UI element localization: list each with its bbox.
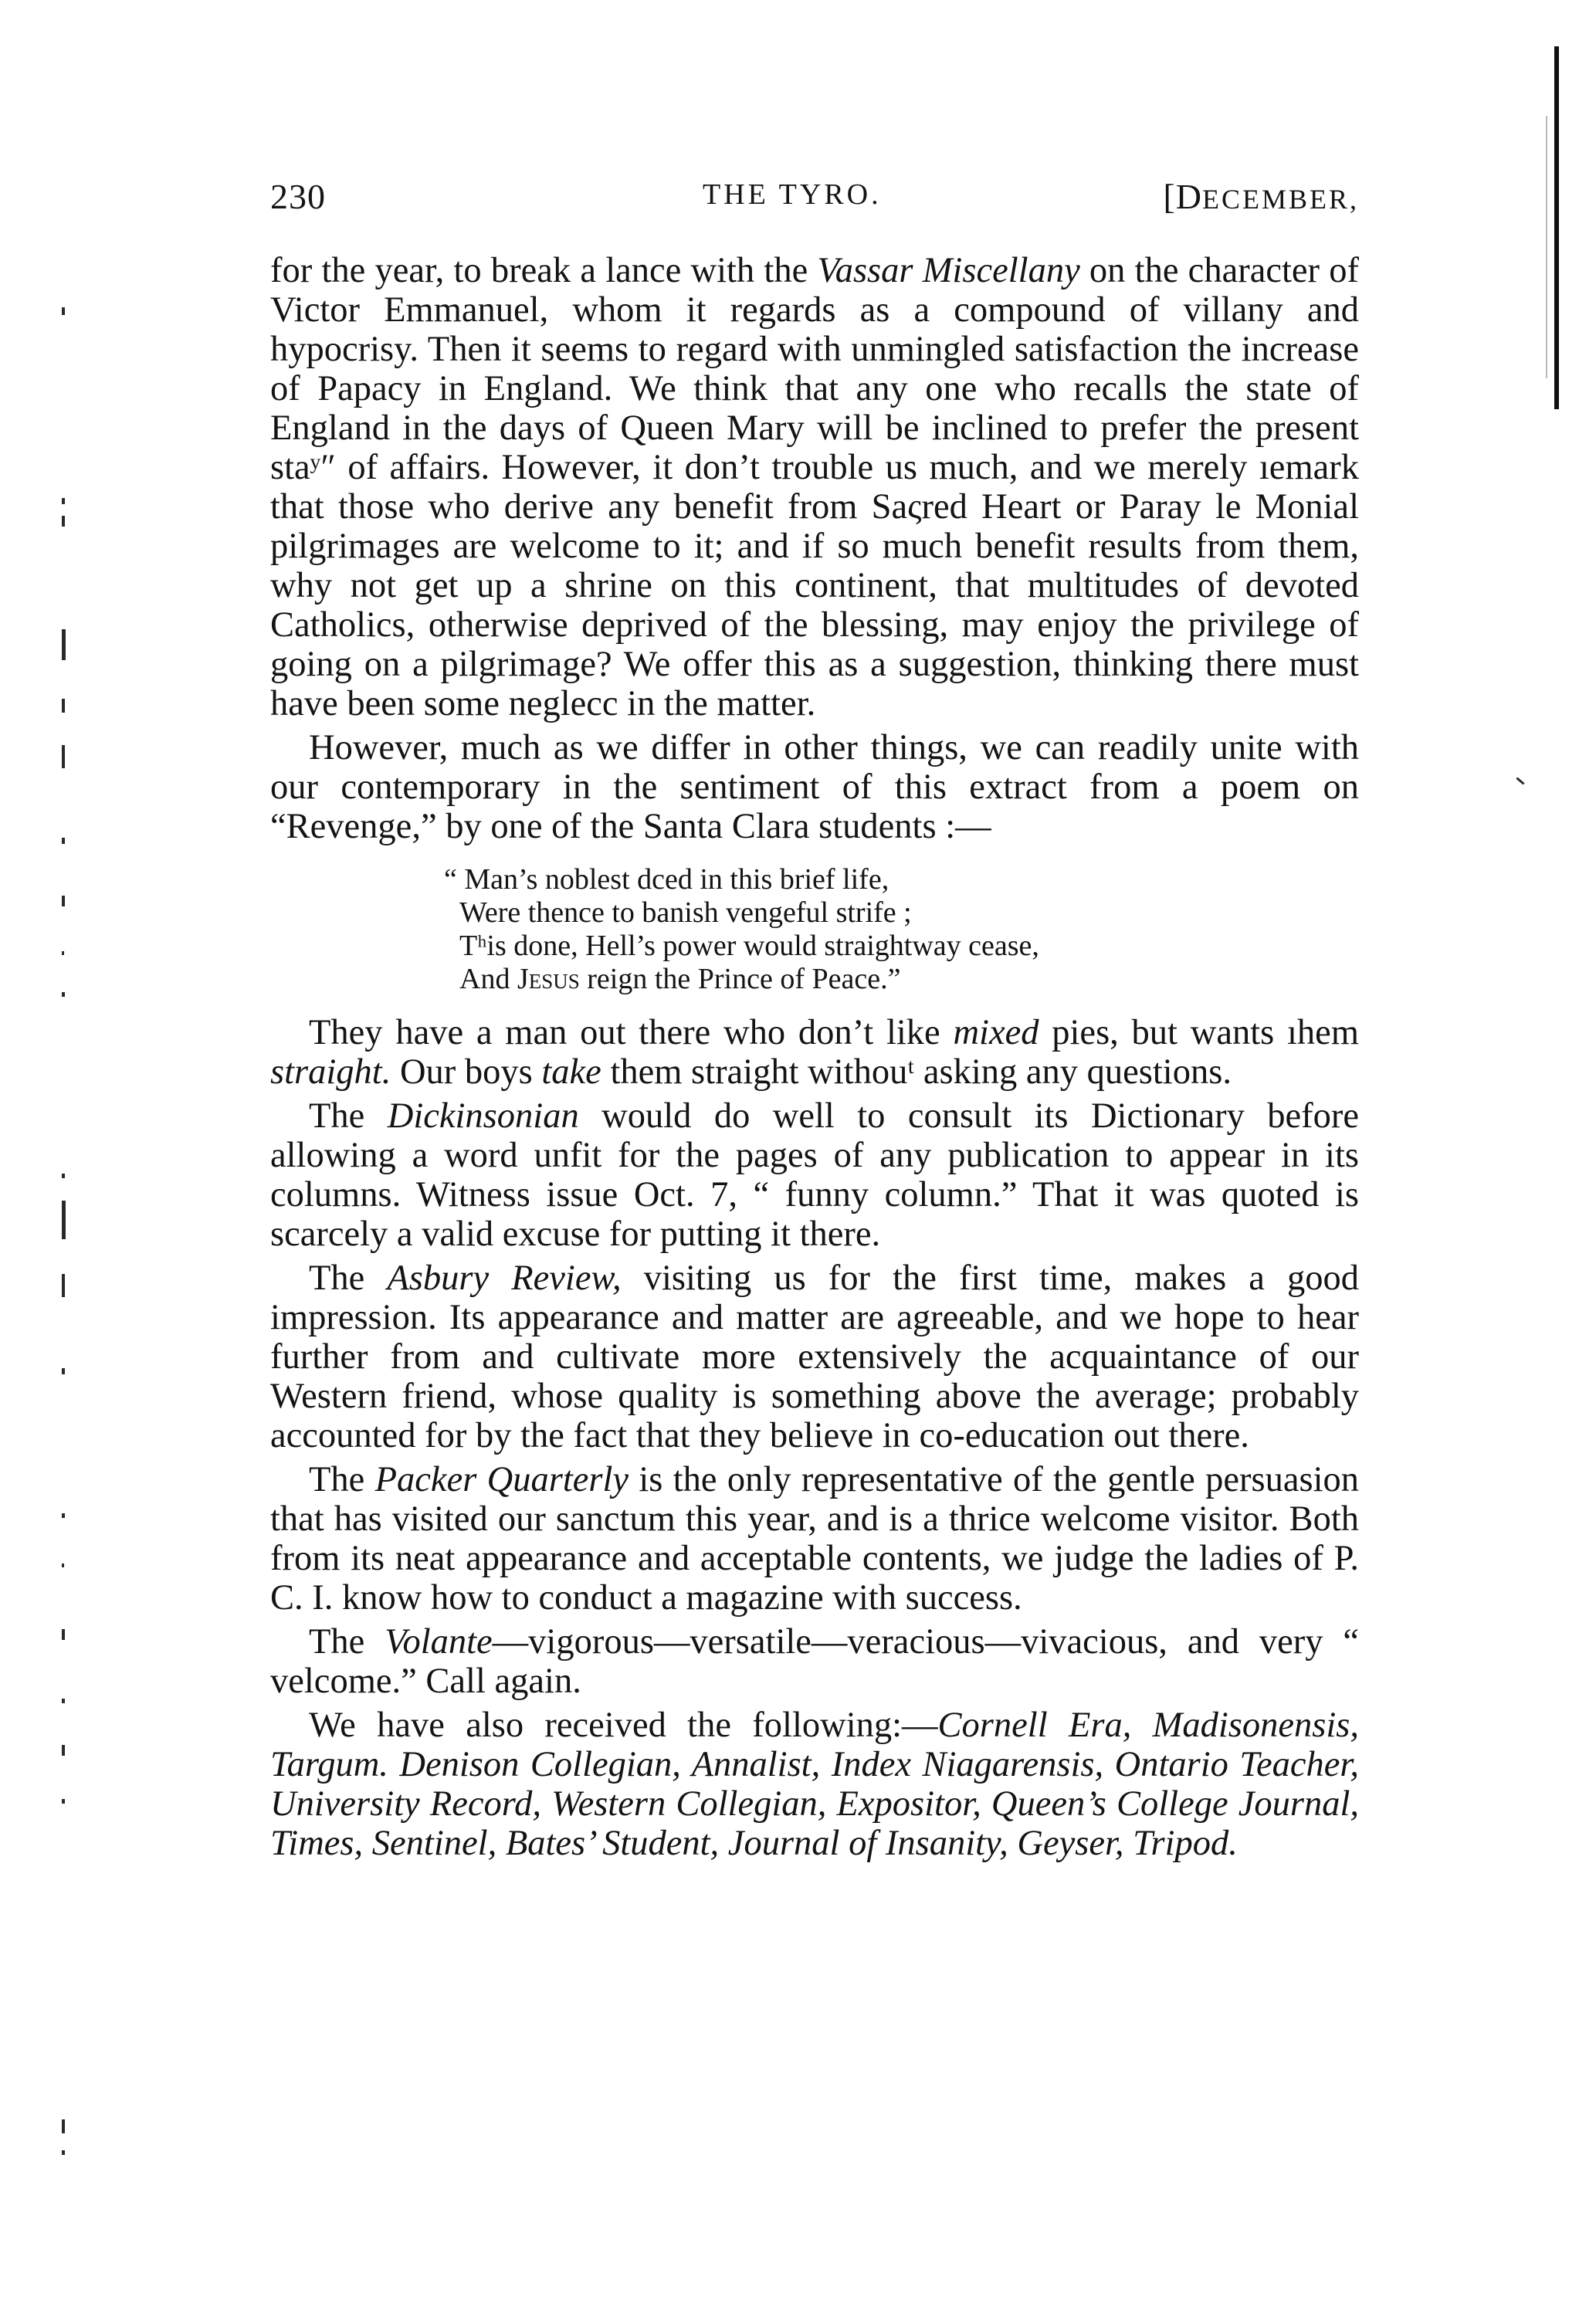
paragraph-asbury (270, 1259, 1359, 1455)
italic-word: take (541, 1052, 601, 1092)
margin-speck (62, 1513, 65, 1518)
running-head-month (1163, 176, 1359, 217)
text-run: Our boys (391, 1052, 542, 1092)
poem-line (444, 963, 1359, 996)
margin-speck (62, 1201, 66, 1239)
text-run: would do well to consult its Dictionary before allowing a word unfit for the pages of any publication to appear in its columns. Witness issue Oct. 7, “ funny column.” That it was quoted is scarcely a valid excuse for putting it there. (270, 1096, 1359, 1254)
margin-speck (62, 1563, 64, 1567)
margin-speck (1516, 777, 1524, 784)
margin-speck (62, 498, 65, 504)
text-run: esus (528, 963, 580, 995)
month-rest: ECEMBER, (1201, 184, 1359, 215)
publication-title: Vassar Miscellany (817, 251, 1080, 290)
text-run: reign the Prince of Peace.” (579, 963, 901, 995)
text-run: They have a man out there who don’t like (309, 1013, 954, 1052)
paragraph-received-list (270, 1706, 1359, 1863)
margin-speck (62, 1629, 65, 1640)
body-text (270, 251, 1359, 1863)
paragraph-santa-clara: However, much as we differ in other things, we can readily unite with our contemporary in the sentiment of this extract from a poem on “Revenge,” by one of the Santa Clara students :— (270, 728, 1359, 846)
margin-speck (62, 629, 66, 660)
scan-edge-line (1554, 46, 1559, 409)
italic-word: straight. (270, 1052, 391, 1092)
margin-speck (62, 1745, 65, 1756)
paragraph-packer (270, 1460, 1359, 1618)
margin-speck (62, 896, 65, 906)
margin-speck (62, 1699, 65, 1703)
margin-speck (62, 1799, 65, 1804)
margin-speck (62, 992, 65, 997)
text-run: —vigorous—versatile—veracious—vivacious, and very “ velcome.” Call again. (270, 1622, 1359, 1701)
text-run: The (309, 1622, 385, 1662)
text-run: The (309, 1259, 388, 1298)
text-run: for the year, to break a lance with the (270, 251, 818, 290)
publication-title: Volante (385, 1622, 493, 1662)
text-run: pies, but wants ıhem (1039, 1013, 1359, 1052)
paragraph-dickinsonian (270, 1096, 1359, 1254)
margin-speck (62, 1368, 65, 1374)
paragraph-mixed-pies (270, 1013, 1359, 1092)
poem-line: Were thence to banish vengeful strife ; (459, 896, 912, 929)
margin-speck (62, 1274, 65, 1297)
margin-speck (62, 307, 65, 315)
publication-title: Packer Quarterly (374, 1460, 629, 1499)
publication-list: Cornell Era, Madisonensis, Targum. Denison Collegian, Annalist, Index Niagarensis, Ontario Teacher, University Record, Western Collegian, Expositor, Queen’s College Journal, Times, Sentinel, Bates’ Student, Journal of Insanity, Geyser, Tripod. (270, 1706, 1360, 1863)
text-run: The (309, 1096, 388, 1136)
poem-quote (444, 863, 1359, 996)
page-number: 230 (270, 177, 326, 216)
margin-speck (62, 2119, 65, 2133)
text-run: visiting us for the first time, makes a good impression. Its appearance and matter are agreeable, and we hope to hear further from and cultivate more extensively the acquaintance of our Western friend, whose quality is something above the average; probably accounted for by the fact that they believe in co-education out there. (270, 1259, 1359, 1455)
margin-speck (62, 1174, 65, 1178)
text-run: is the only representative of the gentle persuasion that has visited our sanctum this year, and is a thrice welcome visitor. Both from its neat appearance and acceptable contents, we judge the ladies of P. C. I. know how to conduct a magazine with success. (270, 1460, 1359, 1618)
running-header (270, 176, 1359, 230)
margin-speck (62, 516, 65, 527)
margin-speck (62, 699, 65, 713)
margin-speck (62, 951, 64, 955)
text-run: We have also received the following:— (309, 1706, 938, 1745)
text-run: them straight withouᵗ asking any questions. (601, 1052, 1232, 1092)
text-run: on the character of Victor Emmanuel, whom it regards as a compound of villany and hypocrisy. Then it seems to regard with unmingled satisfaction the increase of Papacy in England. We think that any one who recalls the state of England in the days of Queen Mary will be inclined to prefer the present staʸ″ of affairs. However, it don’t trouble us much, and we merely ıemark that those who derive any benefit from Saςred Heart or Paray le Monial pilgrimages are welcome to it; and if so much benefit results from them, why not get up a shrine on this continent, that multitudes of devoted Catholics, otherwise deprived of the blessing, may enjoy the privilege of going on a pilgrimage? We offer this as a suggestion, thinking there must have been some neglecc in the matter. (270, 251, 1359, 723)
paragraph-vassar (270, 251, 1359, 723)
italic-word: mixed (953, 1013, 1039, 1052)
text-run: The (309, 1460, 375, 1499)
poem-line: Tʰis done, Hell’s power would straightway cease, (459, 930, 1039, 962)
paragraph-volante (270, 1622, 1359, 1701)
month-initial: [D (1163, 177, 1202, 216)
poem-line: “ Man’s noblest dced in this brief life, (444, 863, 889, 896)
running-title: THE TYRO. (703, 178, 882, 211)
scan-edge-line (1546, 116, 1547, 378)
text-run: And J (459, 963, 529, 995)
margin-speck (62, 745, 65, 768)
publication-title: Asbury Review, (387, 1259, 622, 1298)
margin-speck (62, 2150, 65, 2155)
publication-title: Dickinsonian (387, 1096, 579, 1136)
margin-speck (62, 838, 65, 844)
